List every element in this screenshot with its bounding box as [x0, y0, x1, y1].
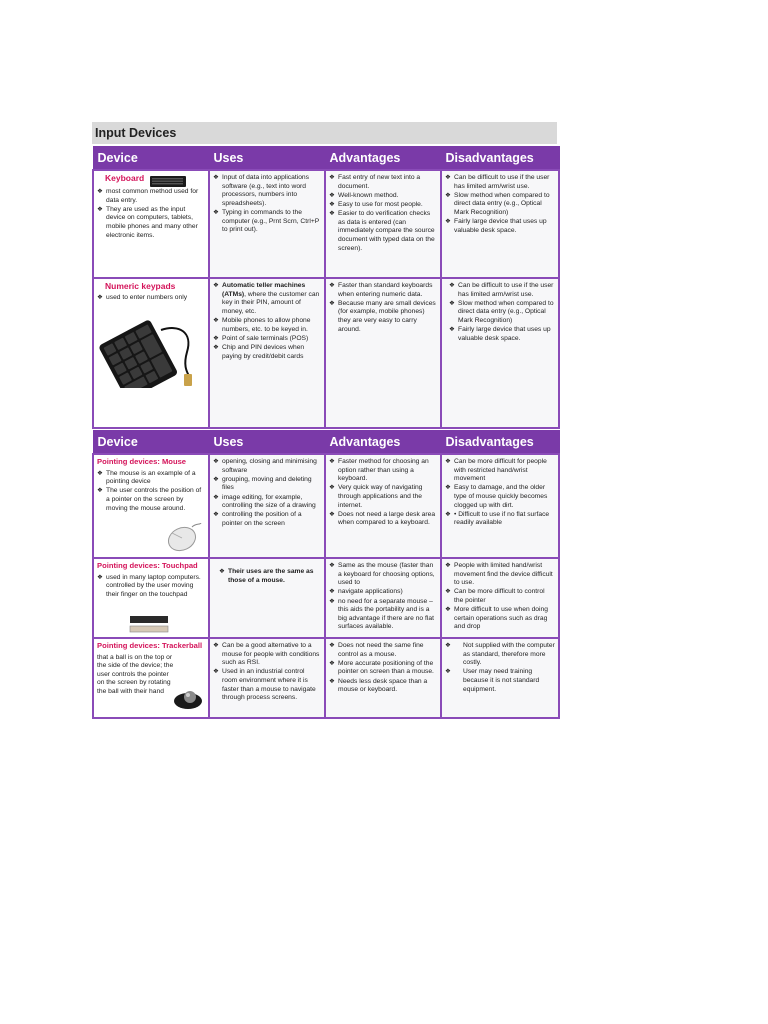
list-item: ❖ no need for a separate mouse – this aids the portability and is a big advantage if there are no flat surfaces available.: [329, 597, 434, 631]
device-cell-touchpad: [93, 558, 209, 638]
device-name: Pointing devices: Mouse: [97, 457, 187, 466]
input-devices-table-1: [92, 146, 558, 429]
uses-cell: [209, 454, 325, 558]
list-item: ❖ Input of data into applications software (e.g., text into word processors, numbers into spreadsheets).: [213, 174, 309, 207]
touchpad-image: [128, 614, 172, 634]
list-item: ❖ Easy to use for most people.: [329, 200, 423, 208]
list-item: ❖ Well-known method.: [329, 191, 399, 199]
device-name: Pointing devices: Touchpad: [97, 561, 198, 570]
list-item: ❖ Can be more difficult for people with restricted hand/wrist movement: [445, 458, 547, 483]
list-item: ❖ Point of sale terminals (POS): [213, 334, 309, 342]
uses-cell: [209, 278, 325, 428]
trackerball-image: [172, 685, 204, 711]
header-disadvantages: Disadvantages: [441, 147, 559, 171]
header-uses: Uses: [209, 147, 325, 171]
list-item: ❖ grouping, moving and deleting files: [213, 475, 312, 492]
table-row: [93, 454, 559, 558]
table-row: [93, 558, 559, 638]
device-name: Pointing devices: Trackerball: [97, 641, 203, 650]
list-item: ❖ Automatic teller machines (ATMs), where the customer can key in their PIN, amount of money, etc.: [213, 282, 320, 315]
list-item: ❖ most common method used for data entry.: [97, 188, 199, 204]
list-item: ❖ They are used as the input device on computers, tablets, mobile phones and many other electronic items.: [97, 205, 198, 239]
uses-cell: [209, 558, 325, 638]
table-row: [93, 170, 559, 278]
list-item: ❖ Does not need a large desk area when compared to a keyboard.: [329, 510, 436, 527]
input-devices-table-2: [92, 430, 558, 720]
list-item: ❖ People with limited hand/wrist movement find the device difficult to use.: [445, 562, 553, 587]
list-item: ❖ Easier to do verification checks as data is entered (can immediately compare the source document with typed data on the screen).: [329, 210, 435, 252]
list-item: ❖ Not supplied with the computer as standard, therefore more costly.: [445, 642, 555, 667]
advantages-cell: [325, 638, 441, 718]
device-cell-numeric-keypad: [93, 278, 209, 428]
device-cell-keyboard: [93, 170, 209, 278]
list-item: ❖ navigate applications): [329, 588, 403, 596]
advantages-cell: [325, 278, 441, 428]
list-item: ❖ User may need training because it is not standard equipment.: [445, 668, 540, 693]
list-item: ❖ used to enter numbers only: [97, 293, 188, 301]
mouse-image: [162, 523, 202, 553]
uses-cell: [209, 638, 325, 718]
disadvantages-cell: [441, 170, 559, 278]
list-item: ❖ More difficult to use when doing certain operations such as drag and drop: [445, 606, 548, 631]
header-uses: Uses: [209, 431, 325, 455]
list-item: ❖ Slow method when compared to direct data entry (e.g., Optical Mark Recognition): [445, 191, 550, 216]
disadvantages-cell: [441, 558, 559, 638]
list-item: ❖ • Difficult to use if no flat surface readily available: [445, 510, 550, 527]
list-item: ❖ Can be difficult to use if the user has limited arm/wrist use.: [445, 174, 550, 190]
page-title: Input Devices: [92, 122, 557, 144]
device-name: Keyboard: [105, 173, 145, 183]
list-item: ❖ Used in an industrial control room environment where it is faster than a mouse to navigate through process screens.: [213, 668, 316, 702]
header-device: Device: [93, 147, 209, 171]
device-cell-mouse: [93, 454, 209, 558]
list-item: ❖ used in many laptop computers. controlled by the user moving their finger on the touchpad: [97, 573, 201, 598]
keyboard-image: [150, 174, 186, 188]
list-item: ❖ Needs less desk space than a mouse or keyboard.: [329, 677, 428, 694]
list-item: ❖ Mobile phones to allow phone numbers, etc. to be keyed in.: [213, 316, 311, 333]
list-item: ❖ image editing, for example, controlling the size of a drawing: [213, 493, 316, 510]
list-item: ❖ opening, closing and minimising software: [213, 458, 317, 474]
list-item: ❖ Easy to damage, and the older type of mouse quickly becomes clogged up with dirt.: [445, 484, 548, 509]
device-description: that a ball is on the top or the side of the device; the user controls the pointer on the screen by rotating the ball with their hand: [97, 653, 174, 695]
table-row: [93, 278, 559, 428]
list-item: ❖ The user controls the position of a pointer on the screen by moving the mouse around.: [97, 487, 202, 512]
list-item: ❖ Faster than standard keyboards when entering numeric data.: [329, 282, 433, 298]
list-item: ❖ Fairly large device that uses up valuable desk space.: [449, 326, 551, 342]
list-item: ❖ Can be difficult to use if the user has limited arm/wrist use.: [449, 282, 554, 298]
disadvantages-cell: [441, 638, 559, 718]
list-item: ❖ Typing in commands to the computer (e.g., Prnt Scrn, Ctrl+P to print out).: [213, 208, 320, 234]
advantages-cell: [325, 454, 441, 558]
list-item: ❖ controlling the position of a pointer on the screen: [213, 511, 302, 527]
list-item: ❖ Same as the mouse (faster than a keyboard for choosing options, used to: [329, 562, 435, 587]
table-row: [93, 638, 559, 718]
list-item: ❖ Their uses are the same as those of a mouse.: [219, 568, 314, 584]
list-item: ❖ Can be more difficult to control the pointer: [445, 588, 545, 604]
list-item: ❖ Slow method when compared to direct data entry (e.g., Optical Mark Recognition): [449, 299, 554, 324]
list-item: ❖ Faster method for choosing an option rather than using a keyboard.: [329, 458, 429, 483]
disadvantages-cell: [441, 278, 559, 428]
list-item: ❖ Very quick way of navigating through applications and the internet.: [329, 484, 423, 509]
header-device: Device: [93, 431, 209, 455]
list-item: ❖ More accurate positioning of the pointer on screen than a mouse.: [329, 659, 434, 676]
device-name: Numeric keypads: [105, 281, 176, 291]
header-advantages: Advantages: [325, 431, 441, 455]
numeric-keypad-image: [99, 310, 199, 388]
list-item: ❖ The mouse is an example of a pointing device: [97, 469, 196, 486]
header-advantages: Advantages: [325, 147, 441, 171]
list-item: ❖ Fairly large device that uses up valuable desk space.: [445, 218, 547, 234]
header-disadvantages: Disadvantages: [441, 431, 559, 455]
list-item: ❖ Chip and PIN devices when paying by credit/debit cards: [213, 343, 305, 360]
device-cell-trackerball: [93, 638, 209, 718]
advantages-cell: [325, 558, 441, 638]
advantages-cell: [325, 170, 441, 278]
list-item: ❖ Because many are small devices (for example, mobile phones) they are very easy to carry around.: [329, 299, 436, 333]
list-item: ❖ Can be a good alternative to a mouse for people with conditions such as RSI.: [213, 642, 320, 667]
list-item: ❖ Does not need the same fine control as a mouse.: [329, 642, 424, 658]
list-item: ❖ Fast entry of new text into a document.: [329, 174, 421, 190]
disadvantages-cell: [441, 454, 559, 558]
uses-cell: [209, 170, 325, 278]
